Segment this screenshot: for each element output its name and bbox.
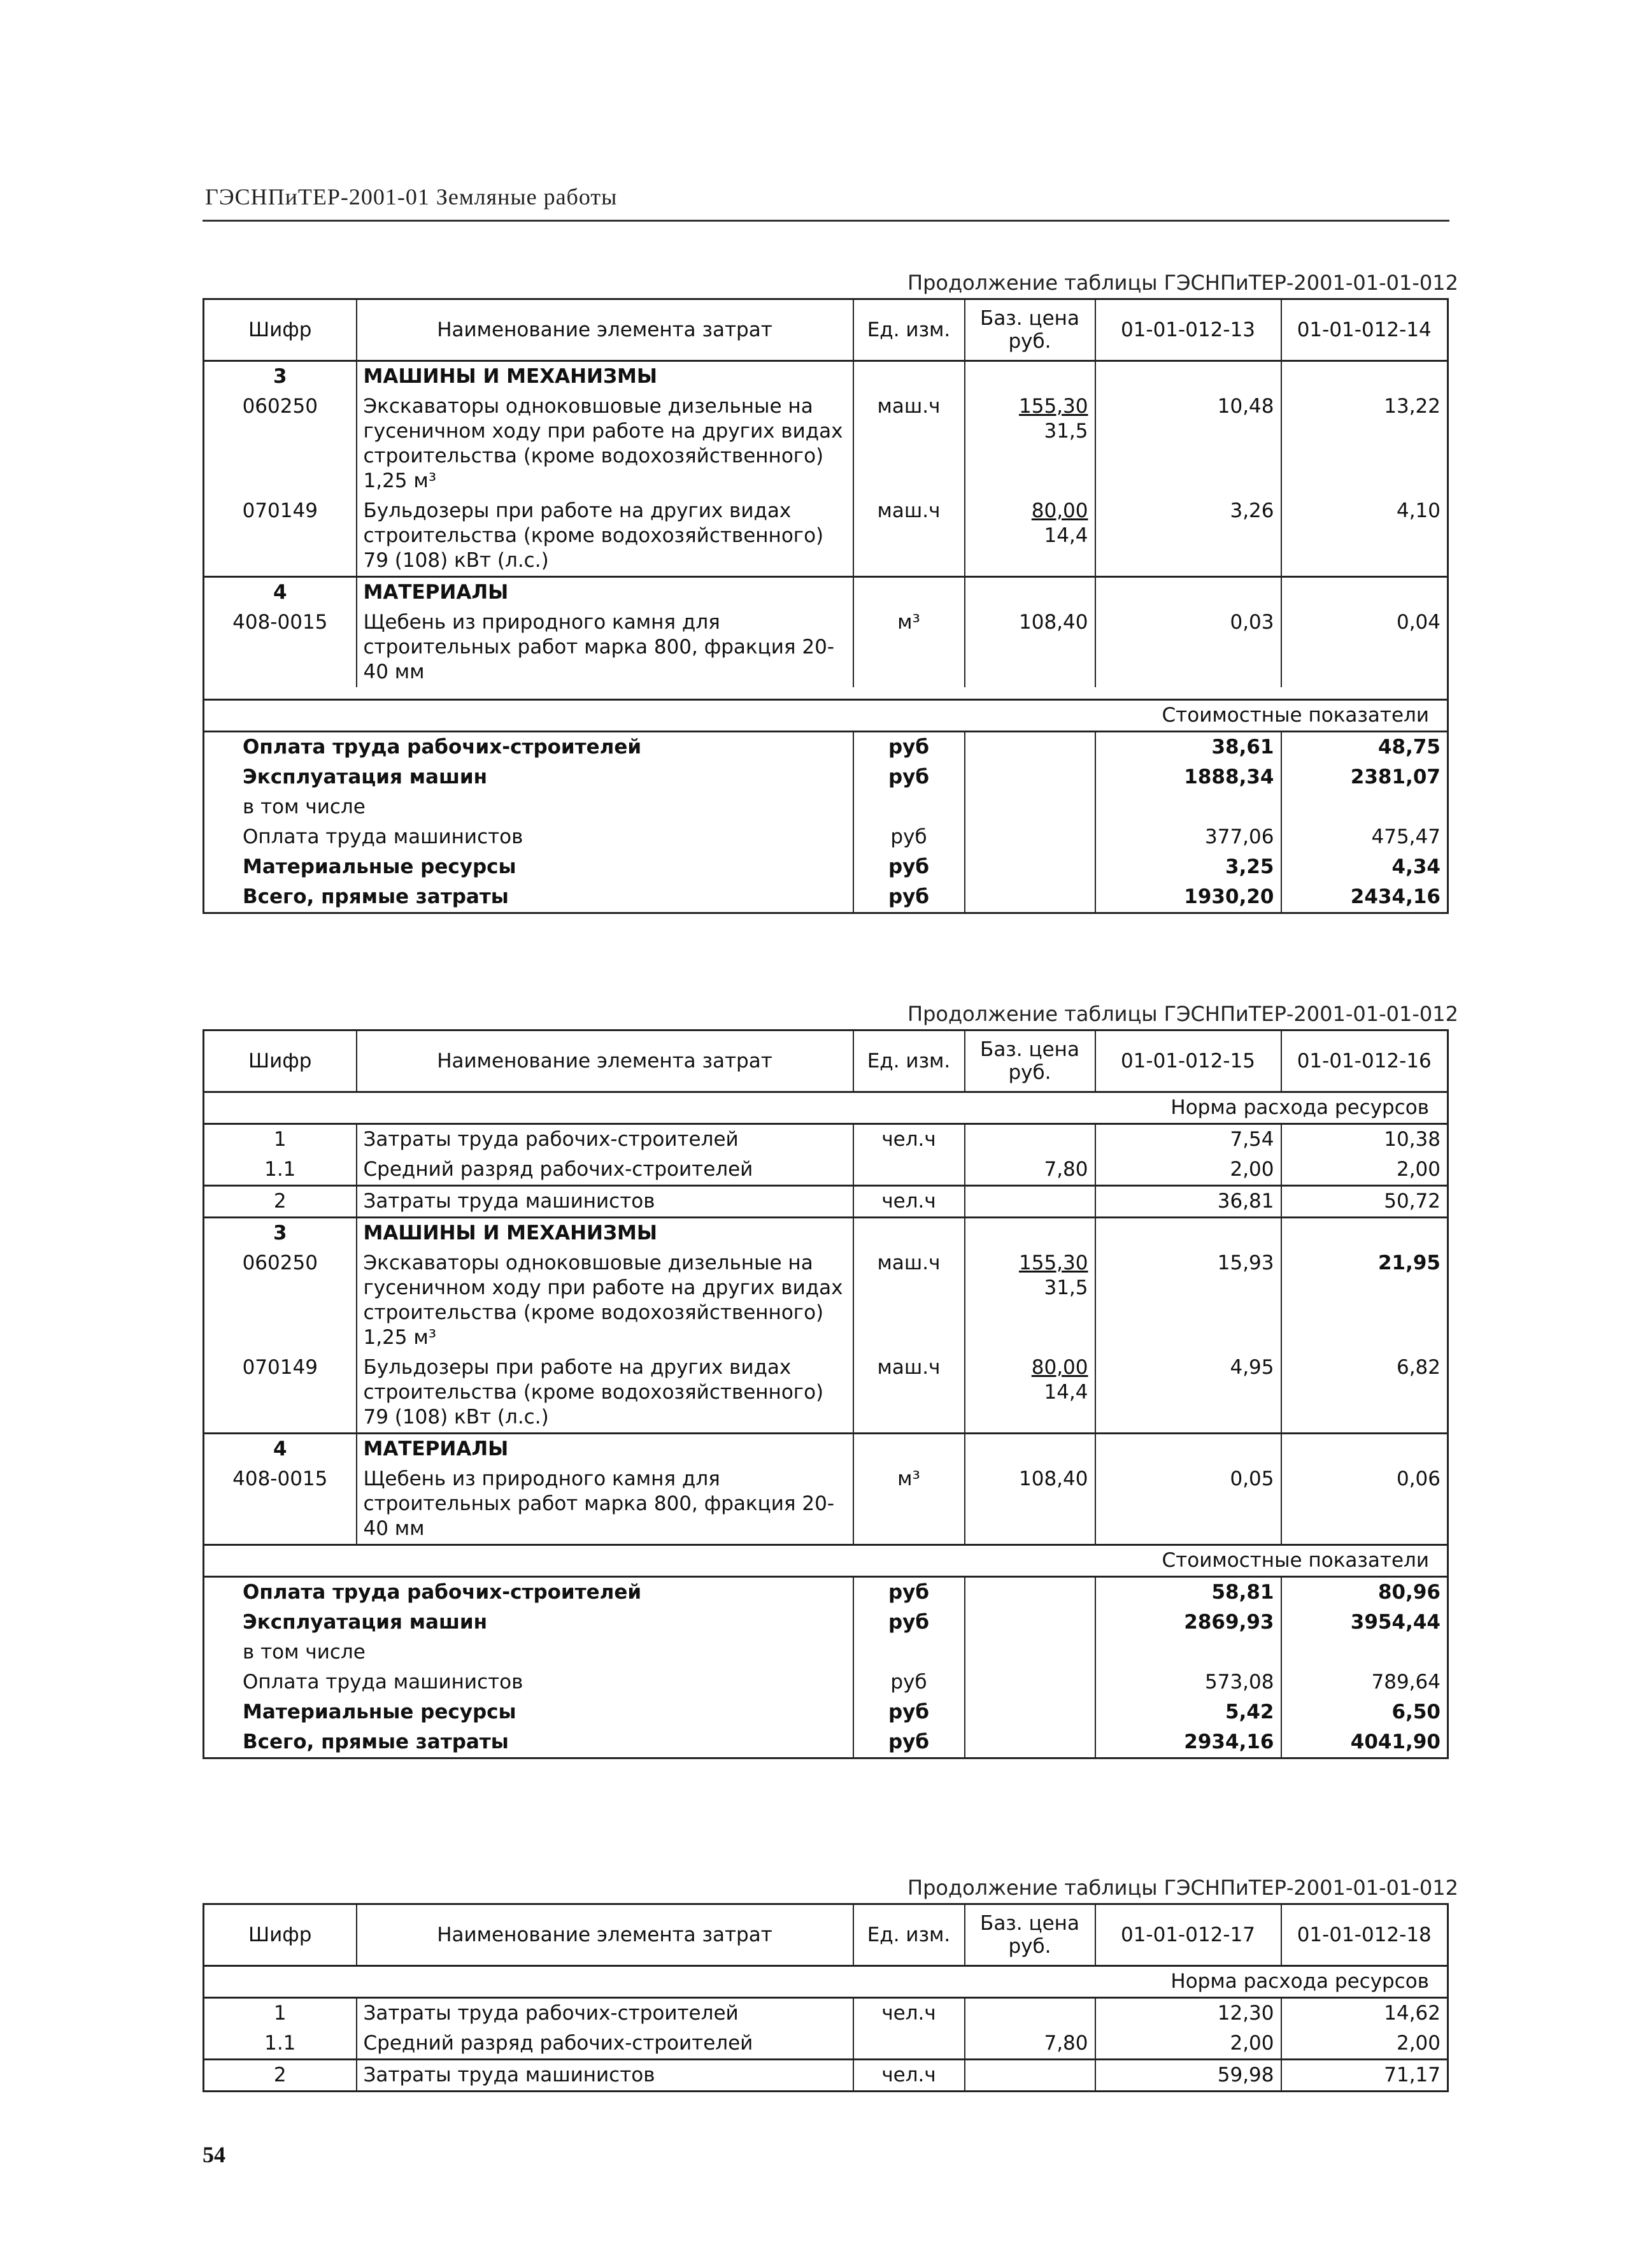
row-unit: м³ [853,608,965,687]
table-row [204,1186,1448,1218]
col-header-unit: Ед. изм. [853,1904,965,1966]
row-name: Средний разряд рабочих-строителей [357,1155,853,1186]
col-header-name: Наименование элемента затрат [357,1031,853,1092]
summary-unit: руб [853,1727,965,1758]
row-price: 108,40 [965,1464,1095,1545]
col-header-code: Шифр [204,1031,357,1092]
table-header-row [204,1904,1448,1966]
row-price [965,392,1095,496]
summary-name: Материальные ресурсы [204,852,853,882]
summary-row [204,762,1448,792]
col-header-code: Шифр [204,299,357,361]
summary-unit: руб [853,882,965,913]
summary-row [204,1697,1448,1727]
summary-row [204,1727,1448,1758]
summary-name: Всего, прямые затраты [204,1727,853,1758]
summary-value-a: 1930,20 [1095,882,1281,913]
row-norm-b: 2,00 [1281,2029,1448,2060]
summary-name: Оплата труда рабочих-строителей [204,1577,853,1608]
row-code: 1 [204,1998,357,2029]
row-name: Щебень из природного камня для строительных работ марка 800, фракция 20-40 мм [357,608,853,687]
row-name: Затраты труда машинистов [357,2060,853,2092]
row-unit: чел.ч [853,1998,965,2029]
summary-unit: руб [853,1667,965,1697]
summary-name: Оплата труда рабочих-строителей [204,732,853,763]
col-header-price: Баз. цена руб. [965,1031,1095,1092]
row-unit: м³ [853,1464,965,1545]
price-value: 80,00 [1031,499,1088,522]
summary-row [204,1637,1448,1667]
row-name: МАТЕРИАЛЫ [357,577,853,608]
col-header-norm-a: 01-01-012-17 [1095,1904,1281,1966]
row-price [965,1998,1095,2029]
summary-name: Материальные ресурсы [204,1697,853,1727]
col-header-norm-b: 01-01-012-16 [1281,1031,1448,1092]
row-unit [853,1155,965,1186]
table-row [204,608,1448,687]
summary-unit: руб [853,822,965,852]
price-wage-value: 31,5 [1044,1276,1088,1299]
summary-name: Оплата труда машинистов [204,1667,853,1697]
summary-row [204,1608,1448,1637]
row-code: 060250 [204,392,357,496]
row-name: Средний разряд рабочих-строителей [357,2029,853,2060]
summary-value-b: 4,34 [1281,852,1448,882]
summary-row [204,732,1448,763]
summary-value-b: 4041,90 [1281,1727,1448,1758]
summary-value-b: 80,96 [1281,1577,1448,1608]
summary-unit: руб [853,762,965,792]
row-code: 408-0015 [204,1464,357,1545]
row-norm-a: 10,48 [1095,392,1281,496]
table-row [204,496,1448,577]
row-name: Экскаваторы одноковшовые дизельные на гусеничном ходу при работе на других видах строительства (кроме водохозяйственного) 1,25 м³ [357,392,853,496]
band-row [204,1966,1448,1998]
row-unit: маш.ч [853,392,965,496]
summary-value-a: 377,06 [1095,822,1281,852]
summary-name: в том числе [204,1637,853,1667]
row-norm-a: 15,93 [1095,1248,1281,1353]
table-caption: Продолжение таблицы ГЭСНПиТЕР-2001-01-01-012 [907,1002,1458,1026]
section-row [204,1434,1448,1465]
cost-indicators-label: Стоимостные показатели [204,1545,1448,1577]
band-row [204,700,1448,732]
row-norm-b: 0,04 [1281,608,1448,687]
col-header-unit: Ед. изм. [853,299,965,361]
row-price: 7,80 [965,1155,1095,1186]
summary-unit: руб [853,852,965,882]
price-value: 80,00 [1031,1356,1088,1379]
row-norm-b: 14,62 [1281,1998,1448,2029]
summary-row [204,1577,1448,1608]
price-value: 155,30 [1019,1252,1088,1274]
section-row [204,361,1448,392]
row-code: 4 [204,1434,357,1465]
row-norm-a: 4,95 [1095,1353,1281,1434]
row-norm-b: 10,38 [1281,1124,1448,1155]
table-row [204,1998,1448,2029]
row-name: МАШИНЫ И МЕХАНИЗМЫ [357,361,853,392]
row-unit: чел.ч [853,1124,965,1155]
summary-value-b: 6,50 [1281,1697,1448,1727]
price-wage-value: 14,4 [1044,524,1088,547]
row-code: 3 [204,1218,357,1249]
row-price [965,1124,1095,1155]
row-unit: чел.ч [853,2060,965,2092]
row-name: Бульдозеры при работе на других видах строительства (кроме водохозяйственного) 79 (108) кВт (л.с.) [357,496,853,577]
summary-row [204,792,1448,822]
row-norm-a: 2,00 [1095,1155,1281,1186]
row-norm-b: 21,95 [1281,1248,1448,1353]
norms-table-1 [203,298,1449,914]
resource-norm-label: Норма расхода ресурсов [204,1092,1448,1124]
row-unit: чел.ч [853,1186,965,1218]
summary-row [204,822,1448,852]
row-norm-a: 3,26 [1095,496,1281,577]
row-price [965,1248,1095,1353]
table-row [204,2029,1448,2060]
row-name: Затраты труда рабочих-строителей [357,1998,853,2029]
row-code: 2 [204,1186,357,1218]
row-price [965,1186,1095,1218]
table-row [204,392,1448,496]
norms-table-2 [203,1029,1449,1759]
row-name: Экскаваторы одноковшовые дизельные на гусеничном ходу при работе на других видах строительства (кроме водохозяйственного) 1,25 м³ [357,1248,853,1353]
col-header-price: Баз. цена руб. [965,1904,1095,1966]
summary-value-a: 1888,34 [1095,762,1281,792]
row-name: МАШИНЫ И МЕХАНИЗМЫ [357,1218,853,1249]
row-norm-b: 13,22 [1281,392,1448,496]
row-code: 1 [204,1124,357,1155]
row-price: 108,40 [965,608,1095,687]
summary-name: Всего, прямые затраты [204,882,853,913]
table-row [204,1248,1448,1353]
col-header-name: Наименование элемента затрат [357,299,853,361]
table-row [204,1124,1448,1155]
row-code: 1.1 [204,1155,357,1186]
row-norm-a: 7,54 [1095,1124,1281,1155]
summary-value-b: 2434,16 [1281,882,1448,913]
col-header-name: Наименование элемента затрат [357,1904,853,1966]
row-name: Щебень из природного камня для строительных работ марка 800, фракция 20-40 мм [357,1464,853,1545]
band-row [204,1545,1448,1577]
price-wage-value: 14,4 [1044,1381,1088,1404]
summary-name: Эксплуатация машин [204,1608,853,1637]
summary-row [204,1667,1448,1697]
row-price [965,2060,1095,2092]
summary-unit: руб [853,732,965,763]
table-header-row [204,1031,1448,1092]
col-header-norm-a: 01-01-012-13 [1095,299,1281,361]
price-wage-value: 31,5 [1044,420,1088,443]
row-code: 3 [204,361,357,392]
summary-value-b: 3954,44 [1281,1608,1448,1637]
row-name: Затраты труда рабочих-строителей [357,1124,853,1155]
row-unit [853,2029,965,2060]
col-header-norm-b: 01-01-012-18 [1281,1904,1448,1966]
row-code: 070149 [204,1353,357,1434]
price-value: 155,30 [1019,395,1088,418]
row-price [965,1353,1095,1434]
running-header-title: ГЭСНПиТЕР-2001-01 Земляные работы [205,184,618,210]
row-norm-b: 0,06 [1281,1464,1448,1545]
row-norm-a: 2,00 [1095,2029,1281,2060]
row-code: 408-0015 [204,608,357,687]
summary-name: Оплата труда машинистов [204,822,853,852]
row-norm-b: 4,10 [1281,496,1448,577]
summary-row [204,882,1448,913]
table-header-row [204,299,1448,361]
row-unit: маш.ч [853,1248,965,1353]
row-code: 060250 [204,1248,357,1353]
summary-unit: руб [853,1608,965,1637]
row-unit: маш.ч [853,1353,965,1434]
row-price [965,496,1095,577]
header-rule [203,220,1449,222]
summary-value-a: 3,25 [1095,852,1281,882]
row-unit: маш.ч [853,496,965,577]
row-norm-b: 2,00 [1281,1155,1448,1186]
summary-value-a: 5,42 [1095,1697,1281,1727]
row-name: Затраты труда машинистов [357,1186,853,1218]
col-header-price: Баз. цена руб. [965,299,1095,361]
row-norm-a: 36,81 [1095,1186,1281,1218]
row-norm-b: 6,82 [1281,1353,1448,1434]
row-norm-a: 12,30 [1095,1998,1281,2029]
row-norm-a: 59,98 [1095,2060,1281,2092]
row-norm-a: 0,05 [1095,1464,1281,1545]
resource-norm-label: Норма расхода ресурсов [204,1966,1448,1998]
table-row [204,1353,1448,1434]
band-row [204,1092,1448,1124]
norms-table-3 [203,1903,1449,2092]
row-code: 2 [204,2060,357,2092]
row-name: МАТЕРИАЛЫ [357,1434,853,1465]
section-row [204,1218,1448,1249]
summary-value-a: 38,61 [1095,732,1281,763]
row-code: 1.1 [204,2029,357,2060]
summary-value-a: 58,81 [1095,1577,1281,1608]
summary-name: в том числе [204,792,853,822]
table-row [204,2060,1448,2092]
summary-name: Эксплуатация машин [204,762,853,792]
summary-row [204,852,1448,882]
col-header-norm-b: 01-01-012-14 [1281,299,1448,361]
col-header-code: Шифр [204,1904,357,1966]
table-caption: Продолжение таблицы ГЭСНПиТЕР-2001-01-01-012 [907,1876,1458,1900]
table-caption: Продолжение таблицы ГЭСНПиТЕР-2001-01-01-012 [907,271,1458,295]
row-norm-a: 0,03 [1095,608,1281,687]
summary-unit: руб [853,1697,965,1727]
table-row [204,1155,1448,1186]
page-number: 54 [203,2142,225,2167]
summary-unit: руб [853,1577,965,1608]
row-norm-b: 50,72 [1281,1186,1448,1218]
cost-indicators-label: Стоимостные показатели [204,700,1448,732]
summary-value-b: 789,64 [1281,1667,1448,1697]
summary-value-b: 475,47 [1281,822,1448,852]
summary-value-a: 573,08 [1095,1667,1281,1697]
summary-value-a: 2869,93 [1095,1608,1281,1637]
col-header-unit: Ед. изм. [853,1031,965,1092]
row-name: Бульдозеры при работе на других видах строительства (кроме водохозяйственного) 79 (108) кВт (л.с.) [357,1353,853,1434]
row-norm-b: 71,17 [1281,2060,1448,2092]
summary-value-b: 48,75 [1281,732,1448,763]
row-price: 7,80 [965,2029,1095,2060]
table-row [204,1464,1448,1545]
row-code: 070149 [204,496,357,577]
summary-value-a: 2934,16 [1095,1727,1281,1758]
section-row [204,577,1448,608]
col-header-norm-a: 01-01-012-15 [1095,1031,1281,1092]
row-code: 4 [204,577,357,608]
summary-value-b: 2381,07 [1281,762,1448,792]
